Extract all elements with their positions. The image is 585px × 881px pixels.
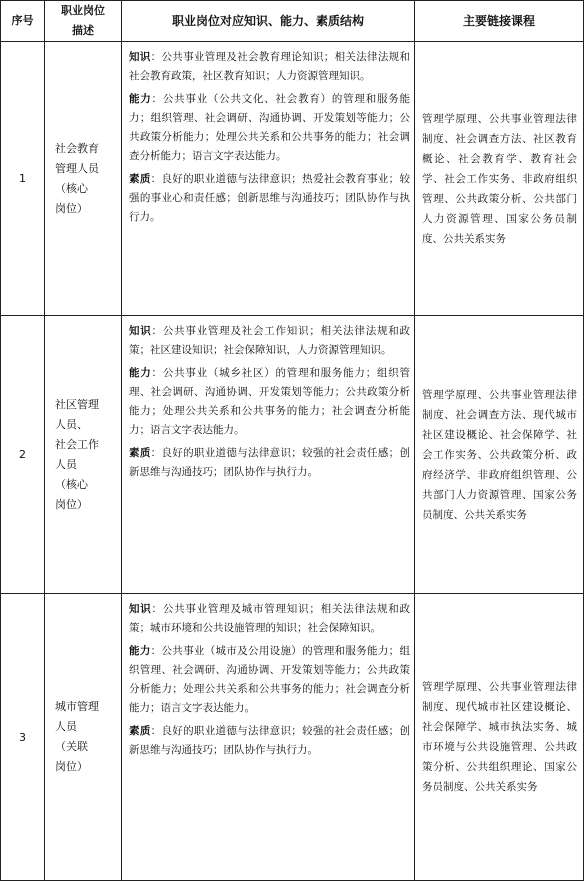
post-line: 管理人员 xyxy=(55,161,99,175)
ability-paragraph xyxy=(129,642,410,718)
quality-label: 素质 xyxy=(129,725,151,737)
ability-paragraph xyxy=(129,364,410,440)
ability-text: ：公共事业（公共文化、社会教育）的管理和服务能力；组织管理、社会调研、沟通协调、开发策划等能力；公共政策分析能力；处理公共关系和公共事务的能力；社会调查分析能力；语言文字表达能力。 xyxy=(129,93,411,162)
post-line: 城市管理 xyxy=(55,700,99,713)
quality-text: ：良好的职业道德与法律意识；较强的社会责任感；创新思维与沟通技巧；团队协作与执行力。 xyxy=(129,725,410,756)
ability-label: 能力 xyxy=(129,367,152,379)
ability-paragraph xyxy=(129,90,410,166)
ability-label: 能力 xyxy=(129,93,152,105)
knowledge-paragraph xyxy=(129,322,410,360)
header-knowledge: 职业岗位对应知识、能力、素质结构 xyxy=(122,1,415,42)
row-index: 2 xyxy=(1,316,45,594)
row-post xyxy=(45,594,122,881)
row-post xyxy=(45,316,122,594)
header-index: 序号 xyxy=(1,1,45,42)
post-line: 社会教育 xyxy=(55,141,99,155)
row-post xyxy=(45,42,122,316)
ability-label: 能力 xyxy=(129,645,151,657)
quality-text: ：良好的职业道德与法律意识；较强的社会责任感；创新思维与沟通技巧；团队协作与执行力。 xyxy=(129,447,410,478)
quality-paragraph xyxy=(129,170,410,227)
post-line: 社会工作 xyxy=(55,437,99,451)
header-post-description xyxy=(45,1,122,42)
table-row xyxy=(1,42,584,316)
table-header-row xyxy=(1,1,584,42)
row-courses: 管理学原理、公共事业管理法律制度、现代城市社区建设概论、社会保障学、城市执法实务、城市环境与公共设施管理、公共政策分析、公共组织理论、国家公务员制度、公共关系实务 xyxy=(415,594,584,881)
table-row xyxy=(1,316,584,594)
quality-paragraph xyxy=(129,722,410,760)
quality-label: 素质 xyxy=(129,173,151,185)
post-line: （核心 xyxy=(55,477,88,491)
knowledge-paragraph xyxy=(129,48,410,86)
post-line: 人员、 xyxy=(55,417,88,431)
knowledge-text: ：公共事业管理及社会工作知识；相关法律法规和政策；社区建设知识；社会保障知识，人力资源管理知识。 xyxy=(129,325,411,356)
knowledge-text: ：公共事业管理及社会教育理论知识；相关法律法规和社会教育政策，社区教育知识；人力资源管理知识。 xyxy=(129,51,410,82)
post-line: 人员 xyxy=(55,457,77,471)
quality-label: 素质 xyxy=(129,447,151,459)
ability-text: ：公共事业（城市及公用设施）的管理和服务能力；组织管理、社会调研、沟通协调、开发策划等能力；公共政策分析能力；处理公共关系和公共事务的能力；社会调查分析能力；语言文字表达能力。 xyxy=(129,645,410,714)
row-knowledge-structure xyxy=(122,316,415,594)
row-courses: 管理学原理、公共事业管理法律制度、社会调查方法、现代城市社区建设概论、社会保障学、社会工作实务、公共政策分析、政府经济学、非政府组织管理、公共部门人力资源管理、国家公务员制度、公共关系实务 xyxy=(415,316,584,594)
post-line: （核心 xyxy=(55,181,88,195)
row-index: 1 xyxy=(1,42,45,316)
quality-paragraph xyxy=(129,444,410,482)
knowledge-label: 知识 xyxy=(129,603,152,615)
quality-text: ：良好的职业道德与法律意识；热爱社会教育事业；较强的事业心和责任感；创新思维与沟通技巧；团队协作与执行力。 xyxy=(129,173,410,223)
header-post-line1: 职业岗位 xyxy=(61,4,105,17)
row-courses: 管理学原理、公共事业管理法律制度、社会调查方法、社区教育概论、社会教育学、教育社会学、社会工作实务、非政府组织管理、公共政策分析、公共部门人力资源管理、国家公务员制度、公共关系实务 xyxy=(415,42,584,316)
knowledge-label: 知识 xyxy=(129,325,152,337)
table-row xyxy=(1,594,584,881)
knowledge-text: ：公共事业管理及城市管理知识；相关法律法规和政策；城市环境和公共设施管理的知识；社会保障知识。 xyxy=(129,603,411,634)
row-index: 3 xyxy=(1,594,45,881)
header-courses: 主要链接课程 xyxy=(415,1,584,42)
header-post-line2: 描述 xyxy=(72,24,94,37)
knowledge-label: 知识 xyxy=(129,51,151,63)
post-line: 岗位） xyxy=(55,760,88,773)
post-line: 岗位） xyxy=(55,497,88,511)
row-knowledge-structure xyxy=(122,42,415,316)
post-line: （关联 xyxy=(55,740,88,753)
row-knowledge-structure xyxy=(122,594,415,881)
ability-text: ：公共事业（城乡社区）的管理和服务能力；组织管理、社会调研、沟通协调、开发策划等能力；公共政策分析能力；处理公共关系和公共事务的能力；社会调查分析能力；语言文字表达能力。 xyxy=(129,367,411,436)
post-line: 岗位） xyxy=(55,201,88,215)
post-line: 社区管理 xyxy=(55,397,99,411)
post-line: 人员 xyxy=(55,720,77,733)
knowledge-paragraph xyxy=(129,600,410,638)
